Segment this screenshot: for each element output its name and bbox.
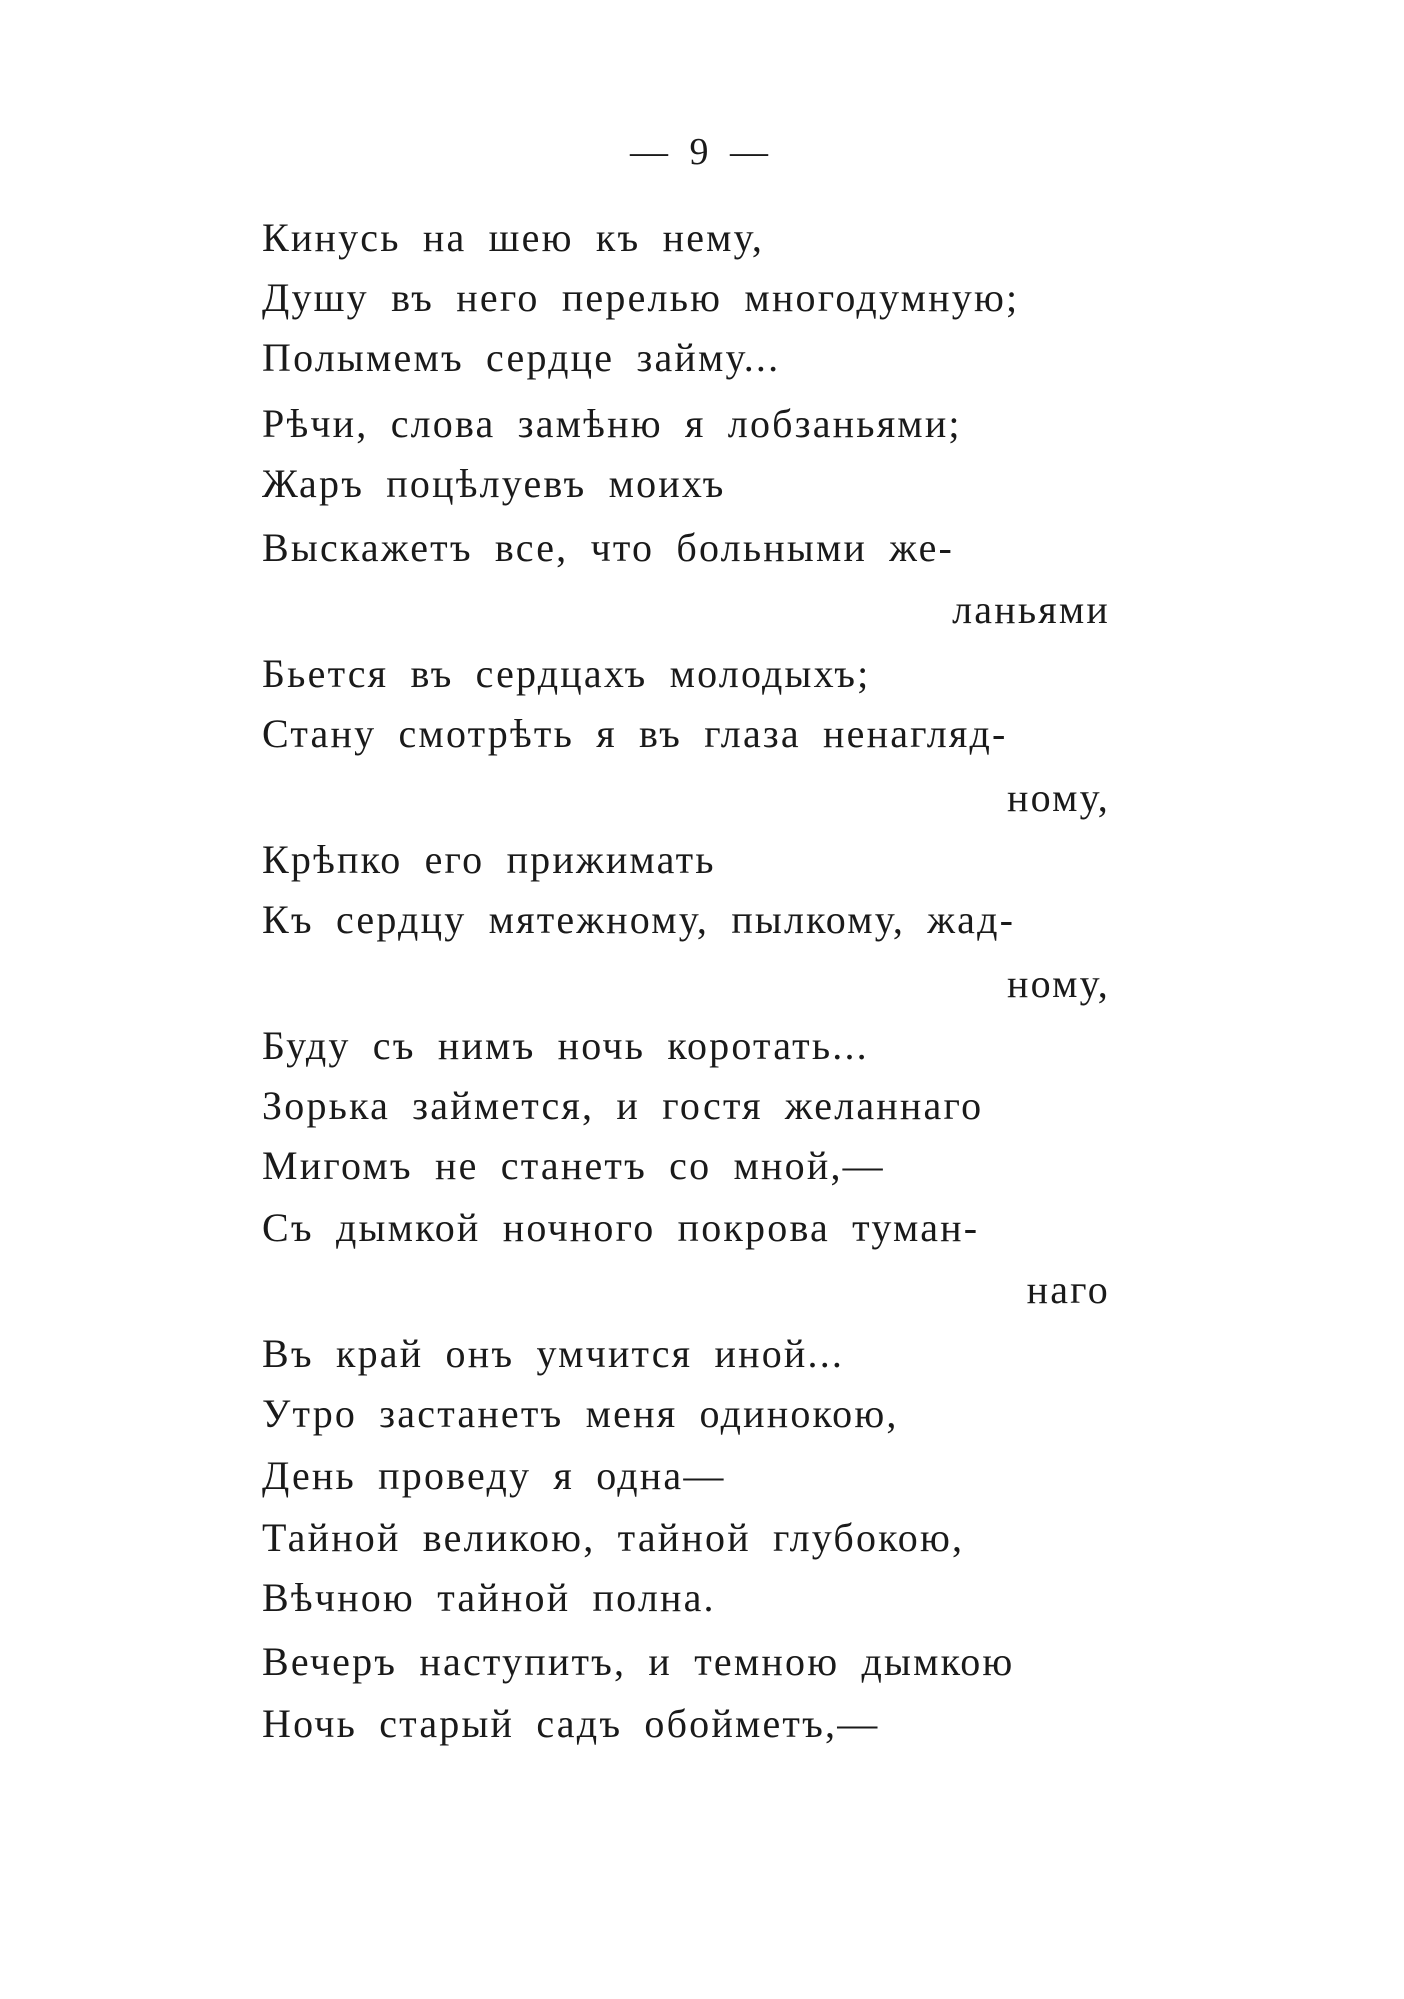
page-number: — 9 — xyxy=(630,131,774,173)
verse-line: Вечеръ наступитъ, и темною дымкою xyxy=(262,1639,1015,1684)
verse-line: Въ край онъ умчится иной... xyxy=(262,1331,845,1376)
verse-line: Крѣпко его прижимать xyxy=(262,837,716,882)
verse-line-continuation: ланьями xyxy=(952,587,1110,632)
verse-line: Зорька займется, и гостя желаннаго xyxy=(262,1083,984,1128)
verse-line: Тайной великою, тайной глубокою, xyxy=(262,1515,965,1560)
verse-line: Буду съ нимъ ночь коротать... xyxy=(262,1023,869,1068)
verse-line: День проведу я одна— xyxy=(262,1453,726,1498)
verse-line: Ночь старый садъ обойметъ,— xyxy=(262,1701,880,1746)
verse-line-continuation: ному, xyxy=(1007,775,1110,820)
verse-line-continuation: ному, xyxy=(1007,961,1110,1006)
verse-line: Мигомъ не станетъ со мной,— xyxy=(262,1143,885,1188)
verse-line: Утро застанетъ меня одинокою, xyxy=(262,1391,899,1436)
verse-line: Полымемъ сердце займу... xyxy=(262,335,781,380)
verse-line: Къ сердцу мятежному, пылкому, жад- xyxy=(262,897,1016,942)
verse-line: Жаръ поцѣлуевъ моихъ xyxy=(262,461,726,506)
verse-line: Выскажетъ все, что больными же- xyxy=(262,525,955,570)
verse-line: Бьется въ сердцахъ молодыхъ; xyxy=(262,651,871,696)
verse-line: Съ дымкой ночного покрова туман- xyxy=(262,1205,980,1250)
verse-line: Кинусь на шею къ нему, xyxy=(262,215,765,260)
verse-line: Рѣчи, слова замѣню я лобзаньями; xyxy=(262,401,962,446)
verse-line: Вѣчною тайной полна. xyxy=(262,1575,716,1620)
verse-line: Душу въ него перелью многодумную; xyxy=(262,275,1020,320)
verse-line-continuation: наго xyxy=(1026,1267,1110,1312)
verse-line: Стану смотрѣть я въ глаза ненагляд- xyxy=(262,711,1008,756)
